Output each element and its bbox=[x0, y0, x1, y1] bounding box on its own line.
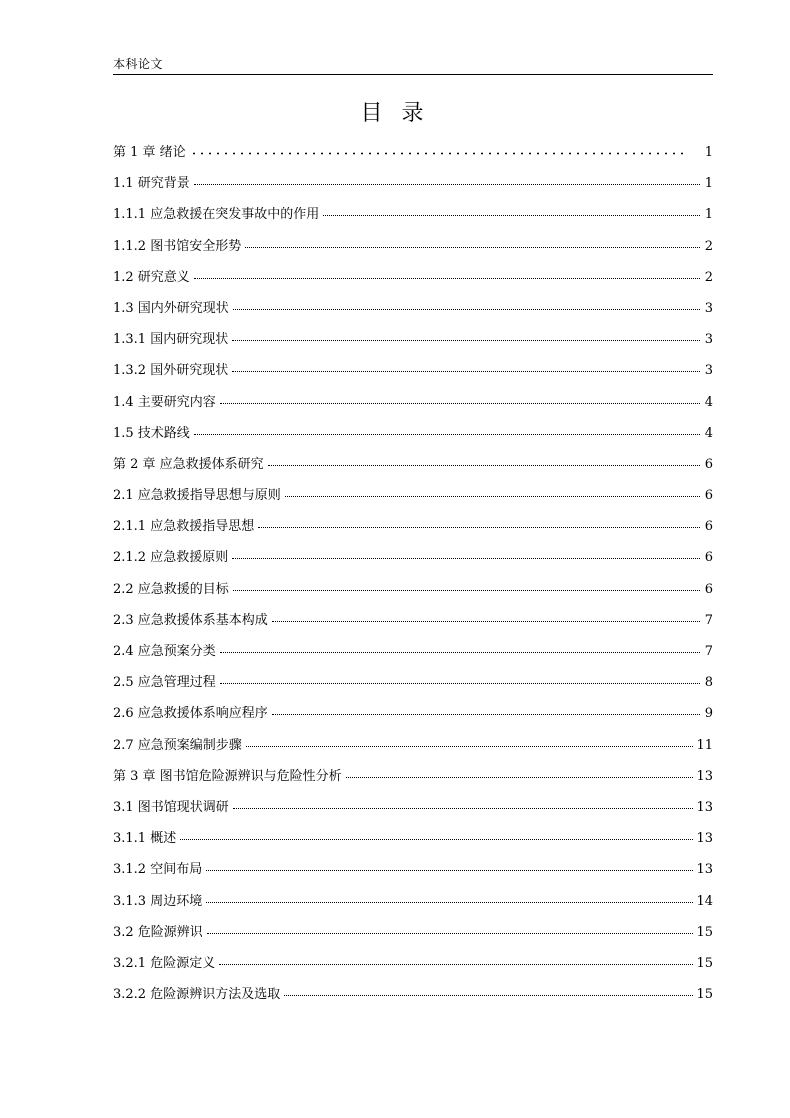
toc-entry[interactable] bbox=[113, 236, 713, 267]
toc-dot-leader bbox=[194, 267, 700, 281]
toc-entry-page-number: 1 bbox=[704, 145, 713, 160]
toc-title: 目 录 bbox=[360, 101, 430, 126]
toc-entry[interactable] bbox=[113, 641, 713, 672]
toc-entry-page-number: 6 bbox=[704, 581, 713, 597]
toc-entry-page-number: 13 bbox=[696, 862, 713, 878]
toc-entry[interactable] bbox=[113, 360, 713, 391]
toc-entry-page-number: 1 bbox=[704, 176, 713, 192]
toc-entry-label: 3.1.3 周边环境 bbox=[113, 893, 203, 909]
toc-entry-page-number: 7 bbox=[704, 612, 713, 628]
toc-entry[interactable] bbox=[113, 953, 713, 984]
toc-entry[interactable] bbox=[113, 329, 713, 360]
toc-entry-page-number: 6 bbox=[704, 488, 713, 504]
toc-dot-leader bbox=[285, 485, 700, 499]
toc-entry[interactable] bbox=[113, 267, 713, 298]
toc-dot-leader bbox=[206, 859, 693, 873]
toc-dot-leader bbox=[233, 579, 700, 593]
toc-entry-label: 3.1.1 概述 bbox=[113, 831, 177, 847]
toc-entry[interactable] bbox=[113, 610, 713, 641]
toc-entry[interactable] bbox=[113, 703, 713, 734]
toc-entry-page-number: 3 bbox=[704, 332, 713, 348]
toc-entry-label: 1.4 主要研究内容 bbox=[113, 394, 216, 410]
toc-dot-leader bbox=[207, 922, 694, 936]
toc-entry-page-number: 6 bbox=[704, 550, 713, 566]
toc-entry-label: 第 2 章 应急救援体系研究 bbox=[113, 456, 264, 472]
toc-dot-leader bbox=[272, 703, 700, 717]
toc-entry-label: 2.7 应急预案编制步骤 bbox=[113, 737, 242, 753]
toc-dot-leader bbox=[220, 672, 700, 686]
toc-entry[interactable] bbox=[113, 859, 713, 890]
toc-entry-label: 3.2.2 危险源辨识方法及选取 bbox=[113, 987, 281, 1003]
toc-dot-leader bbox=[232, 547, 700, 561]
toc-entry-page-number: 1 bbox=[704, 207, 713, 223]
toc-entry[interactable] bbox=[113, 173, 713, 204]
toc-entry-label: 1.5 技术路线 bbox=[113, 425, 190, 441]
page-header bbox=[113, 56, 713, 76]
toc-dot-leader bbox=[190, 142, 686, 156]
toc-dot-leader bbox=[233, 797, 694, 811]
toc-entry[interactable] bbox=[113, 579, 713, 610]
toc-entry-page-number: 15 bbox=[696, 987, 713, 1003]
toc-entry-label: 2.3 应急救援体系基本构成 bbox=[113, 612, 268, 628]
toc-entry-page-number: 3 bbox=[704, 363, 713, 379]
toc-entry-page-number: 3 bbox=[704, 300, 713, 316]
toc-dot-leader bbox=[346, 766, 694, 780]
toc-dot-leader bbox=[232, 329, 700, 343]
toc-entry-label: 1.1.2 图书馆安全形势 bbox=[113, 238, 242, 254]
toc-entry-label: 3.1 图书馆现状调研 bbox=[113, 799, 229, 815]
toc-entry-label: 2.6 应急救援体系响应程序 bbox=[113, 706, 268, 722]
toc-entry-label: 1.3.1 国内研究现状 bbox=[113, 332, 229, 348]
toc-entry-page-number: 2 bbox=[704, 269, 713, 285]
toc-entry-label: 2.1.1 应急救援指导思想 bbox=[113, 519, 255, 535]
toc-entry[interactable] bbox=[113, 922, 713, 953]
toc-entry-label: 第 3 章 图书馆危险源辨识与危险性分析 bbox=[113, 768, 342, 784]
toc-dot-leader bbox=[232, 360, 700, 374]
toc-entry[interactable] bbox=[113, 547, 713, 578]
toc-entry[interactable] bbox=[113, 984, 713, 1015]
toc-entry[interactable] bbox=[113, 142, 713, 173]
toc-entry-label: 1.1.1 应急救援在突发事故中的作用 bbox=[113, 207, 320, 223]
toc-entry-page-number: 15 bbox=[696, 955, 713, 971]
toc-entry[interactable] bbox=[113, 204, 713, 235]
header-rule bbox=[113, 74, 713, 75]
toc-entry-page-number: 6 bbox=[704, 456, 713, 472]
toc-entry-label: 2.1 应急救援指导思想与原则 bbox=[113, 488, 281, 504]
toc-entry[interactable] bbox=[113, 828, 713, 859]
toc-entry-label: 3.2.1 危险源定义 bbox=[113, 955, 216, 971]
toc-dot-leader bbox=[220, 641, 700, 655]
toc-entry-page-number: 15 bbox=[696, 924, 713, 940]
toc-dot-leader bbox=[206, 891, 693, 905]
toc-entry-page-number: 13 bbox=[696, 799, 713, 815]
toc-entry-label: 2.2 应急救援的目标 bbox=[113, 581, 229, 597]
toc-entry-page-number: 2 bbox=[704, 238, 713, 254]
toc-dot-leader bbox=[245, 236, 700, 250]
toc-entry-page-number: 13 bbox=[696, 831, 713, 847]
toc-entry-label: 2.4 应急预案分类 bbox=[113, 644, 216, 659]
toc-entry-label: 1.2 研究意义 bbox=[113, 269, 190, 285]
toc-entry[interactable] bbox=[113, 891, 713, 922]
toc-entry[interactable] bbox=[113, 485, 713, 516]
toc-dot-leader bbox=[272, 610, 700, 624]
toc-dot-leader bbox=[194, 423, 700, 437]
toc-entry-label: 3.1.2 空间布局 bbox=[113, 862, 203, 878]
toc-entry-label: 1.3.2 国外研究现状 bbox=[113, 363, 229, 379]
toc-entry-page-number: 4 bbox=[704, 394, 713, 410]
toc-entry-label: 3.2 危险源辨识 bbox=[113, 924, 203, 940]
toc-dot-leader bbox=[219, 953, 693, 967]
toc-entry-page-number: 4 bbox=[704, 425, 713, 441]
toc-entry[interactable] bbox=[113, 392, 713, 423]
toc-entry-label: 2.5 应急管理过程 bbox=[113, 675, 216, 691]
toc-entry-page-number: 14 bbox=[696, 893, 713, 909]
toc-dot-leader bbox=[246, 735, 694, 749]
toc-dot-leader bbox=[233, 298, 700, 312]
toc-entry-page-number: 7 bbox=[704, 644, 713, 659]
toc-dot-leader bbox=[268, 454, 700, 468]
toc-entry[interactable] bbox=[113, 423, 713, 454]
toc-entry[interactable] bbox=[113, 298, 713, 329]
toc-entry-page-number: 8 bbox=[704, 675, 713, 691]
toc-entry[interactable] bbox=[113, 766, 713, 797]
toc-entry[interactable] bbox=[113, 672, 713, 703]
toc-entry[interactable] bbox=[113, 797, 713, 828]
toc-entry-label: 第 1 章 绪论 bbox=[113, 145, 186, 160]
toc-entry-page-number: 9 bbox=[704, 706, 713, 722]
toc-entry-label: 2.1.2 应急救援原则 bbox=[113, 550, 229, 566]
header-text: 本科论文 bbox=[113, 57, 164, 71]
toc-entry-page-number: 13 bbox=[696, 768, 713, 784]
table-of-contents bbox=[113, 142, 713, 1015]
toc-dot-leader bbox=[258, 516, 700, 530]
toc-entry-label: 1.1 研究背景 bbox=[113, 176, 190, 192]
toc-entry-label: 1.3 国内外研究现状 bbox=[113, 300, 229, 316]
toc-entry[interactable] bbox=[113, 735, 713, 766]
toc-entry[interactable] bbox=[113, 454, 713, 485]
toc-entry[interactable] bbox=[113, 516, 713, 547]
toc-dot-leader bbox=[220, 392, 700, 406]
toc-entry-page-number: 11 bbox=[696, 737, 713, 753]
toc-dot-leader bbox=[194, 173, 700, 187]
toc-dot-leader bbox=[284, 984, 693, 998]
toc-entry-page-number: 6 bbox=[704, 519, 713, 535]
toc-dot-leader bbox=[323, 204, 700, 218]
toc-dot-leader bbox=[180, 828, 693, 842]
